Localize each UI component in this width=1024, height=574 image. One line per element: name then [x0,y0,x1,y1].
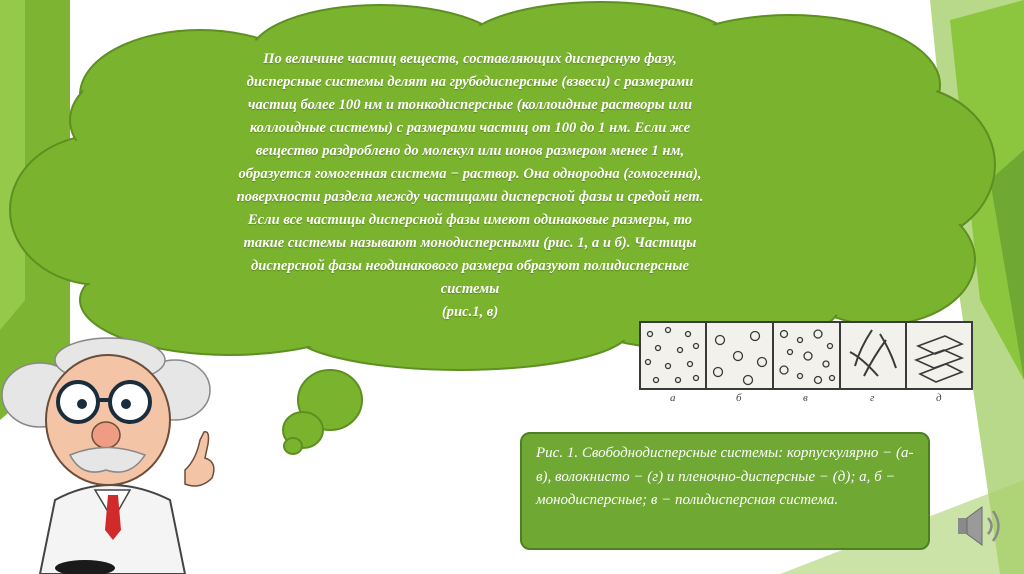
figure-label-b: б [736,392,742,404]
bubble-line: По величине частиц веществ, составляющих дисперсную фазу, [263,51,677,67]
bubble-line: вещество раздроблено до молекул или ионов размером менее 1 нм, [255,143,685,159]
bubble-line: (рис.1, в) [441,304,499,320]
caption-text: Рис. 1. Свободнодисперсные системы: корпускулярно − (а-в), волокнисто − (г) и пленочно-дисперсные − (д); а, б − монодисперсные; в − полидисперсная система. [536,445,914,508]
bubble-line: частиц более 100 нм и тонкодисперсные (коллоидные растворы или [247,97,693,113]
figure-caption [520,432,930,550]
figure-label-d: д [936,392,942,404]
bubble-line: дисперсные системы делят на грубодисперсные (взвеси) с размерами [246,74,694,90]
bubble-line: такие системы называют монодисперсными (рис. 1, а и б). Частицы [243,235,697,251]
figure-labels [640,392,972,408]
dispersion-figure [640,322,972,389]
figure-label-v: в [803,392,808,404]
left-accent-strip-light [0,0,25,330]
bubble-line: системы [440,281,500,297]
bubble-line: образуется гомогенная система − раствор. Она однородна (гомогенна), [238,166,702,182]
bubble-line: коллоидные системы) с размерами частиц от 100 до 1 нм. Если же [249,120,691,136]
bubble-line: Если все частицы дисперсной фазы имеют одинаковые размеры, то [247,212,693,228]
bubble-text [150,48,790,324]
figure-label-a: а [670,392,676,404]
bubble-line: поверхности раздела между частицами дисперсной фазы и средой нет. [236,189,704,205]
thought-circle-3 [284,438,302,454]
professor-character [2,338,214,574]
bubble-line: дисперсной фазы неодинакового размера образуют полидисперсные [250,258,690,274]
figure-label-g: г [870,392,875,404]
